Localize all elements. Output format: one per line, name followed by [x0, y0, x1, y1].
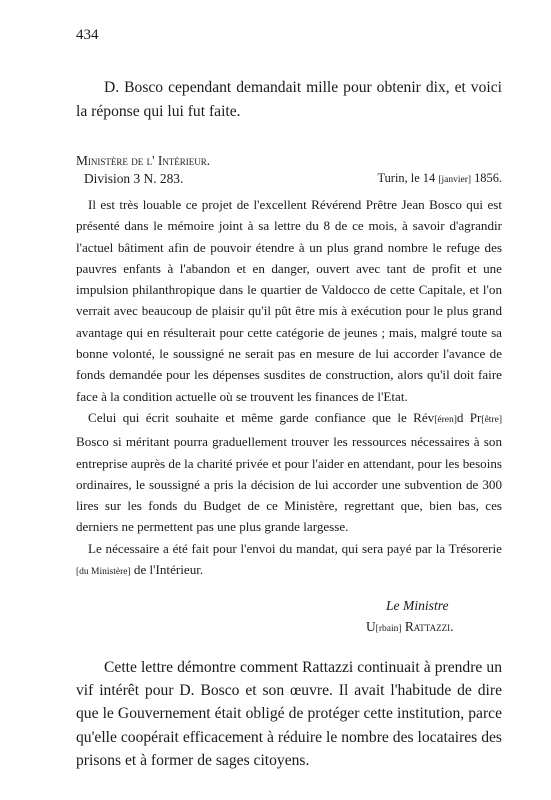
closing-text: Cette lettre démontre comment Rattazzi continuait à prendre un vif intérêt pour D. Bosco et son œuvre. Il avait l'habitude de dire que le Gouvernement était obligé de protéger cette institution, parce qu'elle coopérait efficacement à réduire le nombre des locataires des prisons et à former de sages citoyens.: [76, 659, 502, 769]
letter-place-date: Turin, le 14 [janvier] 1856.: [377, 171, 502, 185]
letter-body: [76, 194, 502, 583]
intro-text: D. Bosco cependant demandait mille pour obtenir dix, et voici la réponse qui lui fut faite.: [76, 79, 502, 120]
letter-paragraph-1: Il est très louable ce projet de l'excellent Révérend Prêtre Jean Bosco qui est présenté dans le mémoire joint à sa lettre du 8 de ce mois, à savoir d'agrandir l'actuel bâtiment afin de pouvoir étendre à un plus grand nombre le refuge des pauvres enfants à l'abandon et en danger, ouvert avec tant de profit et une impulsion philanthropique dans le quartier de Valdocco de cette Capitale, et l'on verrait avec beaucoup de plaisir qu'il pût être mis à exécution pour le plus grand avantage qui en résulterait pour cette catégorie de jeunes ; mais, malgré toute sa bonne volonté, le soussigné ne serait pas en mesure de lui accorder l'avance de fonds demandée pour les dépenses susdites de construction, alors qu'il doit faire face à la condition actuelle où se trouvent les finances de l'Etat.: [76, 197, 502, 404]
ministry-heading: Ministère de l' Intérieur.: [76, 153, 211, 168]
editorial-insertion: [janvier]: [438, 175, 472, 185]
letter-header: [76, 150, 502, 194]
editorial-insertion: [rbain]: [375, 624, 402, 635]
letter-signature: [76, 595, 502, 641]
editorial-insertion: [du Ministère]: [76, 567, 131, 578]
letter-paragraph-2: Celui qui écrit souhaite et même garde confiance que le Rév[éren]d Pr[être] Bosco si méritant pourra graduellement trouver les ressources nécessaires à son entreprise auprès de la charité privée et pour l'aider en attendant, pour les besoins ordinaires, le soussigné a pris la décision de lui accorder une subvention de 300 lires sur les fonds du Budget de ce Ministère, regrettant que, bien bas, ces derniers ne permettent pas une plus grande largesse.: [76, 409, 502, 535]
signature-title: Le Ministre: [386, 598, 449, 614]
editorial-insertion: [être]: [481, 414, 502, 425]
signature-name: U[rbain] Rattazzi.: [366, 619, 454, 635]
page-number: 434: [76, 27, 99, 43]
intro-paragraph: [76, 76, 502, 124]
division-reference: Division 3 N. 283.: [84, 171, 184, 186]
editorial-insertion: [éren]: [434, 414, 457, 425]
closing-paragraph: [76, 656, 502, 772]
letter-paragraph-3: Le nécessaire a été fait pour l'envoi du mandat, qui sera payé par la Trésorerie [du Ministère] de l'Intérieur.: [76, 540, 502, 578]
quoted-letter: [76, 150, 502, 641]
